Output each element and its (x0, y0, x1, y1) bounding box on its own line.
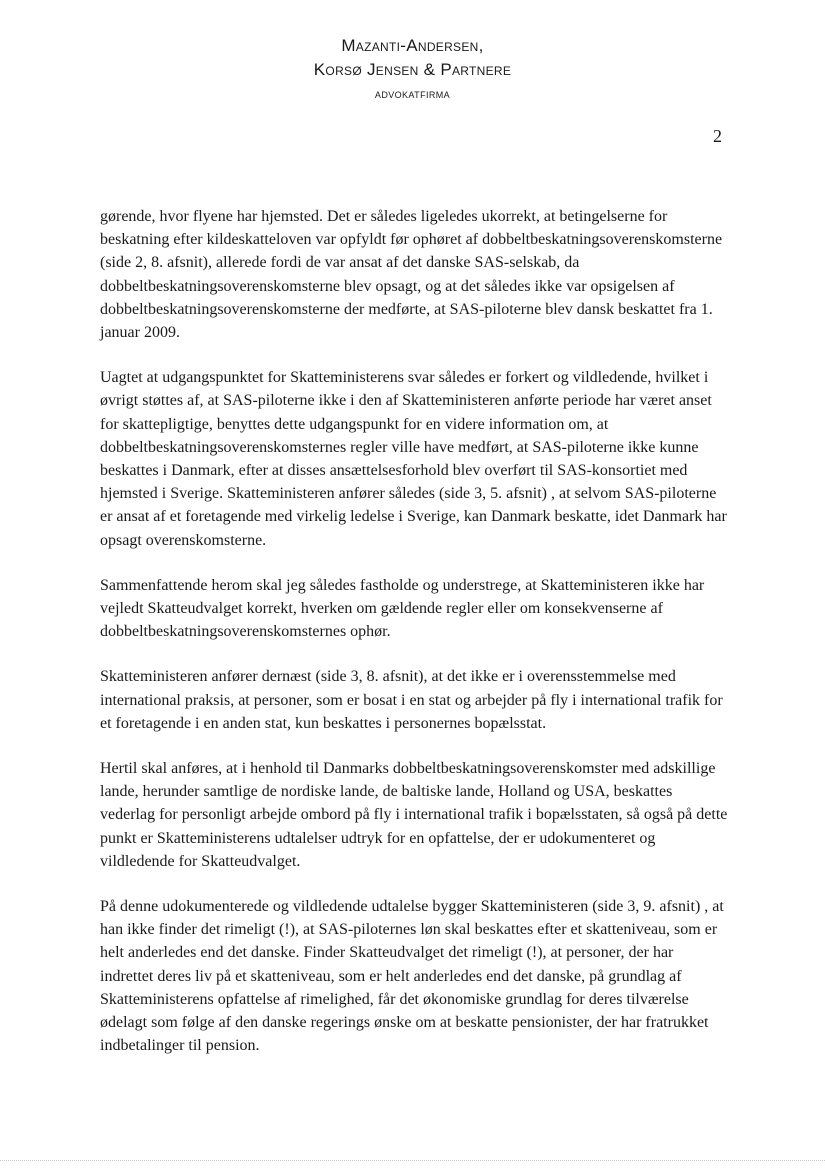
page-number: 2 (713, 126, 722, 146)
letter-body (100, 205, 730, 1080)
paragraph-3: Sammenfattende herom skal jeg således fastholde og understrege, at Skatteministeren ikke har vejledt Skatteudvalget korrekt, hverken om gældende regler eller om konsekvenserne af dobbeltbeskatningsoverenskomsternes ophør. (100, 576, 705, 641)
firm-name-line-1: Mazanti-Andersen, (341, 36, 484, 55)
scan-bottom-edge (0, 1160, 825, 1161)
paragraph-4: Skatteministeren anfører dernæst (side 3, 8. afsnit), at det ikke er i overensstemmelse med international praksis, at personer, som er bosat i en stat og arbejder på fly i international trafik for et foretagende i en anden stat, kun beskattes i personernes bopælsstat. (100, 668, 723, 732)
paragraph-1: gørende, hvor flyene har hjemsted. Det er således ligeledes ukorrekt, at betingelserne for beskatning efter kildeskatteloven var opfyldt før ophøret af dobbeltbeskatningsoverenskomsterne (side 2, 8. afsnit), allerede fordi de var ansat af det danske SAS-selskab, da dobbeltbeskatningsoverenskomsterne blev opsagt, og at det således ikke var opsigelsen af dobbeltbeskatningsoverenskomsterne der medførte, at SAS-piloterne blev dansk beskattet fra 1. januar 2009. (100, 208, 723, 342)
paragraph-6: På denne udokumenterede og vildledende udtalelse bygger Skatteministeren (side 3, 9. afsnit) , at han ikke finder det rimeligt (!), at SAS-piloternes løn skal beskattes efter et skatteniveau, som er helt anderledes end det danske. Finder Skatteudvalget det rimeligt (!), at personer, der har indrettet deres liv på et skatteniveau, som er helt anderledes end det danske, på grundlag af Skatteministerens opfattelse af rimelighed, får det økonomiske grundlag for deres tilværelse ødelagt som følge af den danske regerings ønske om at beskatte pensionister, der har fratrukket indbetalinger til pension. (100, 898, 724, 1055)
firm-name-line-2: Korsø Jensen & Partnere (313, 60, 512, 79)
paragraph-2: Uagtet at udgangspunktet for Skatteministerens svar således er forkert og vildledende, hvilket i øvrigt støttes af, at SAS-piloterne ikke i den af Skatteministeren anførte periode har været anset for skattepligtige, benyttes dette udgangspunkt for en videre information om, at dobbeltbeskatningsoverenskomsternes regler ville have medført, at SAS-piloterne ikke kunne beskattes i Danmark, efter at disses ansættelsesforhold blev overført til SAS-konsortiet med hjemsted i Sverige. Skatteministeren anfører således (side 3, 5. afsnit) , at selvom SAS-piloterne er ansat af et foretagende med virkelig ledelse i Sverige, kan Danmark beskatte, idet Danmark har opsagt overenskomsterne. (100, 369, 727, 549)
firm-type-label: ADVOKATFIRMA (374, 90, 451, 100)
paragraph-5: Hertil skal anføres, at i henhold til Danmarks dobbeltbeskatningsoverenskomster med adskillige lande, herunder samtlige de nordiske lande, de baltiske lande, Holland og USA, beskattes vederlag for personligt arbejde ombord på fly i international trafik i bopælsstaten, så også på dette punkt er Skatteministerens udtalelser udtryk for en opfattelse, der er udokumenteret og vildledende for Skatteudvalget. (100, 760, 728, 870)
